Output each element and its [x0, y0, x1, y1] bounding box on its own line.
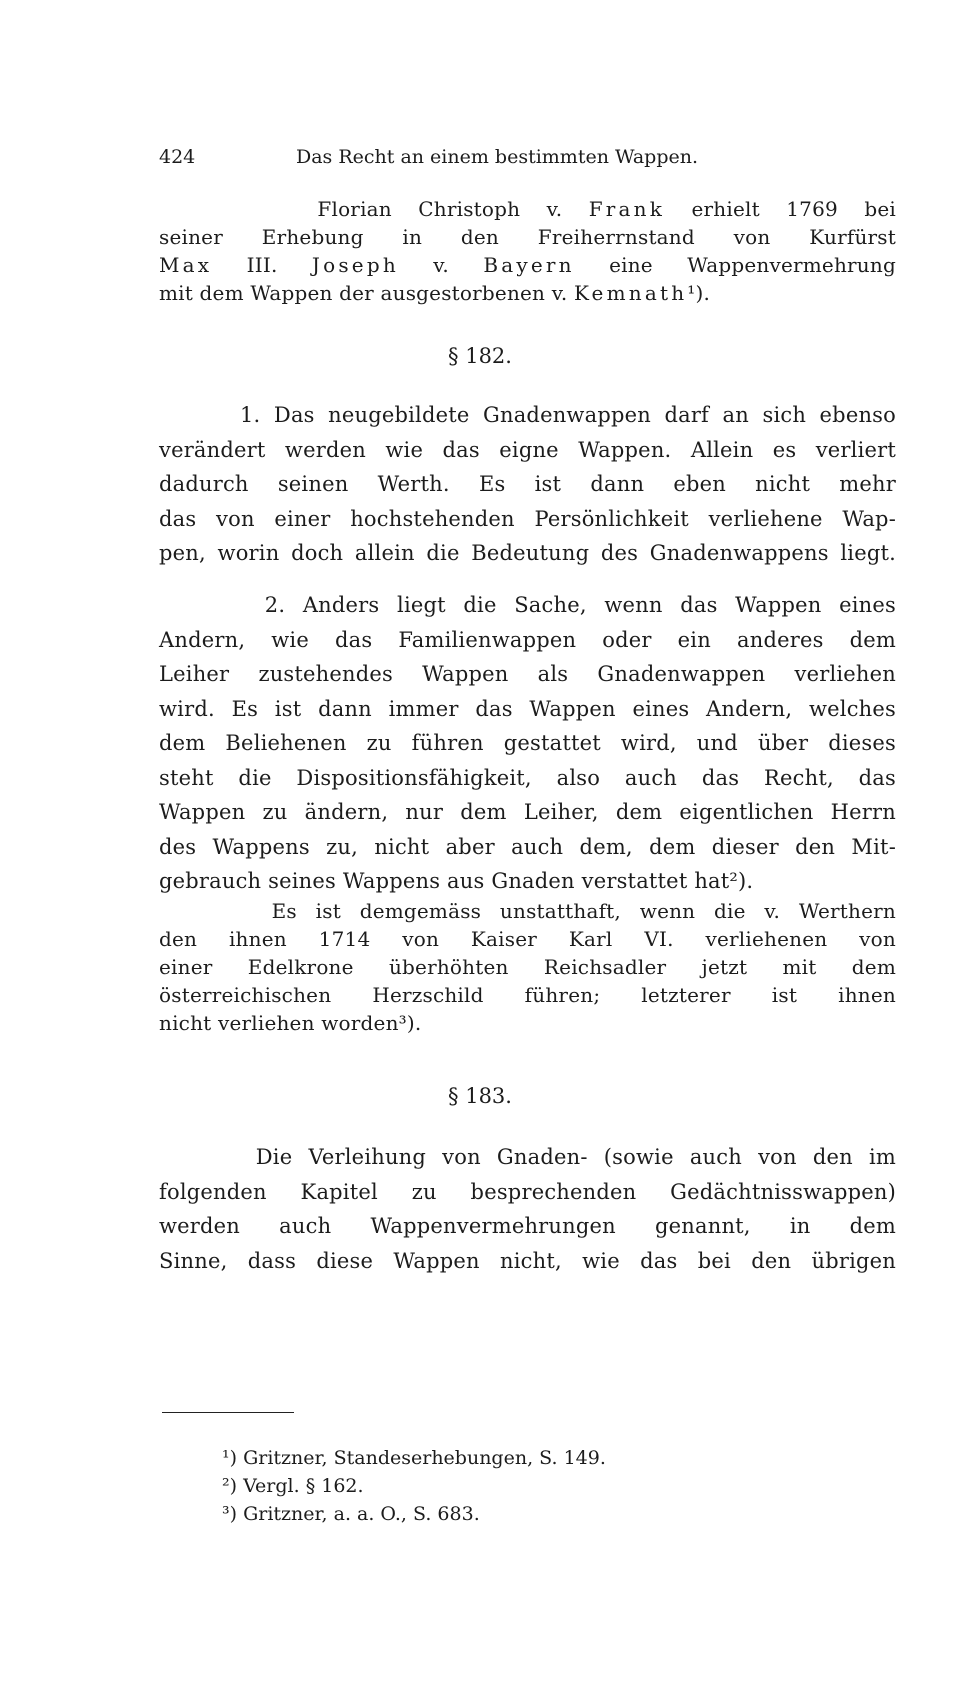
text-line: dem Beliehenen zu führen gestattet wird, und über dieses	[159, 731, 896, 755]
note-182	[159, 897, 896, 1037]
text-line: den ihnen 1714 von Kaiser Karl VI. verliehenen von	[159, 927, 896, 951]
text-line: Andern, wie das Familienwappen oder ein anderes dem	[159, 627, 896, 652]
paragraph-182-1	[159, 398, 896, 571]
text-line: seiner Erhebung in den Freiherrnstand von Kurfürst	[159, 225, 896, 249]
footnote-1	[222, 1447, 606, 1469]
intro-paragraph	[159, 195, 896, 307]
text-line: dadurch seinen Werth. Es ist dann eben nicht mehr	[159, 472, 896, 496]
text-line: gebrauch seines Wappens aus Gnaden verstattet hat²).	[159, 869, 754, 893]
footnote-mark: ¹)	[222, 1447, 238, 1469]
footnote-mark: ³)	[222, 1503, 238, 1525]
footnote-rule	[162, 1412, 294, 1413]
paragraph-182-2	[159, 588, 896, 899]
section-heading-182: § 182.	[448, 344, 512, 368]
paragraph-183	[159, 1140, 896, 1278]
text-line: nicht verliehen worden³).	[159, 1011, 422, 1035]
text-line: Florian Christoph v. Frank erhielt 1769 bei	[159, 197, 896, 221]
text-line: mit dem Wappen der ausgestorbenen v. Kemnath¹).	[159, 281, 711, 305]
text-line: wird. Es ist dann immer das Wappen eines Andern, welches	[159, 696, 896, 721]
text-line: verändert werden wie das eigne Wappen. Allein es verliert	[159, 437, 896, 462]
text-line: Leiher zustehendes Wappen als Gnadenwappen verliehen	[159, 662, 896, 686]
text-line: Wappen zu ändern, nur dem Leiher, dem eigentlichen Herrn	[159, 800, 896, 824]
footnote-text: Gritzner, Standeserhebungen, S. 149.	[243, 1447, 606, 1469]
text-line: einer Edelkrone überhöhten Reichsadler jetzt mit dem	[159, 955, 896, 979]
footnote-text: Vergl. § 162.	[243, 1475, 364, 1497]
text-line: Es ist demgemäss unstatthaft, wenn die v. Werthern	[159, 899, 896, 923]
footnote-text: Gritzner, a. a. O., S. 683.	[243, 1503, 480, 1525]
text-line: 1. Das neugebildete Gnadenwappen darf an sich ebenso	[159, 403, 896, 427]
text-line: Die Verleihung von Gnaden- (sowie auch von den im	[159, 1145, 896, 1169]
section-heading-183: § 183.	[448, 1084, 512, 1108]
footnote-mark: ²)	[222, 1475, 238, 1497]
text-line: das von einer hochstehenden Persönlichkeit verliehene Wap-	[159, 506, 896, 531]
running-title: Das Recht an einem bestimmten Wappen.	[296, 146, 699, 168]
footnote-2	[222, 1475, 364, 1497]
text-line: folgenden Kapitel zu besprechenden Gedächtnisswappen)	[159, 1179, 896, 1204]
text-line: des Wappens zu, nicht aber auch dem, dem dieser den Mit-	[159, 834, 896, 859]
text-line: Sinne, dass diese Wappen nicht, wie das bei den übrigen	[159, 1248, 896, 1273]
text-line: österreichischen Herzschild führen; letzterer ist ihnen	[159, 983, 896, 1007]
text-line: Max III. Joseph v. Bayern eine Wappenvermehrung	[159, 253, 896, 277]
page-number: 424	[159, 146, 196, 168]
text-line: 2. Anders liegt die Sache, wenn das Wappen eines	[159, 593, 896, 617]
text-line: pen, worin doch allein die Bedeutung des Gnadenwappens liegt.	[159, 541, 896, 565]
text-line: werden auch Wappenvermehrungen genannt, in dem	[159, 1214, 896, 1238]
text-line: steht die Dispositionsfähigkeit, also auch das Recht, das	[159, 765, 896, 790]
footnote-3	[222, 1503, 480, 1525]
